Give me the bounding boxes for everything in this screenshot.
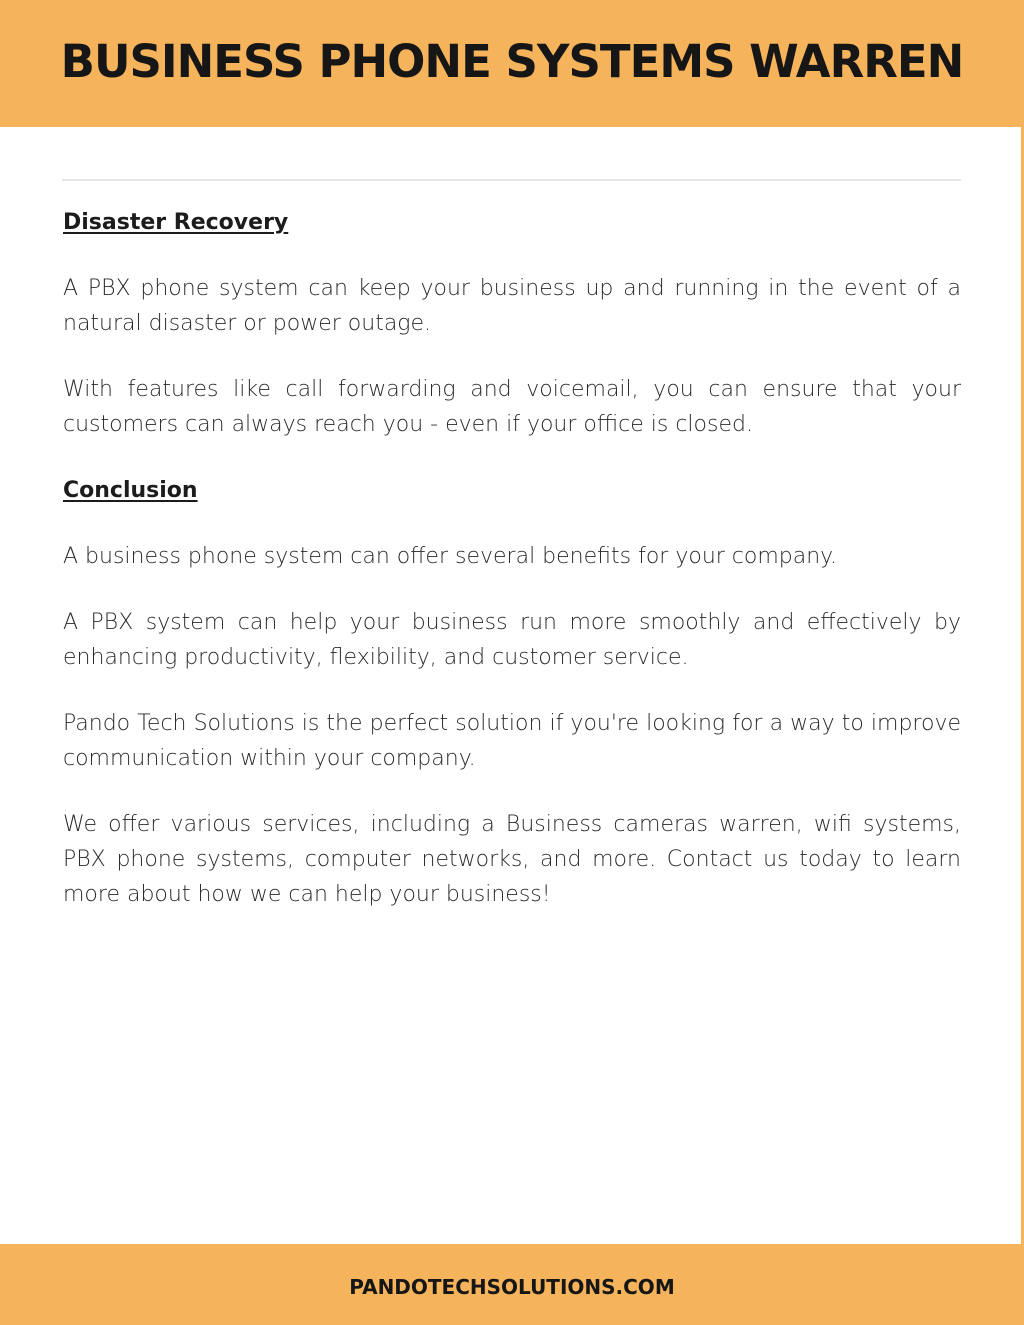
section-heading-conclusion: Conclusion: [63, 478, 198, 503]
article-body: [63, 205, 961, 943]
page-title: BUSINESS PHONE SYSTEMS WARREN: [60, 35, 964, 88]
divider: [62, 179, 961, 181]
paragraph: We offer various services, including a Business cameras warren, wifi systems, PBX phone systems, computer networks, and more. Contact us today to learn more about how we can help your business!: [63, 812, 961, 907]
paragraph: Pando Tech Solutions is the perfect solution if you're looking for a way to improve communication within your company.: [63, 711, 961, 771]
footer-website-link[interactable]: PANDOTECHSOLUTIONS.COM: [349, 1274, 675, 1299]
paragraph: With features like call forwarding and voicemail, you can ensure that your customers can always reach you - even if your office is closed.: [63, 377, 961, 437]
section-heading-disaster-recovery: Disaster Recovery: [63, 210, 289, 235]
paragraph: A business phone system can offer several benefits for your company.: [63, 544, 838, 569]
paragraph: A PBX system can help your business run more smoothly and effectively by enhancing productivity, flexibility, and customer service.: [63, 610, 961, 670]
header-banner: [0, 0, 1024, 127]
paragraph: A PBX phone system can keep your business up and running in the event of a natural disaster or power outage.: [63, 276, 961, 336]
footer-banner: [0, 1244, 1024, 1325]
